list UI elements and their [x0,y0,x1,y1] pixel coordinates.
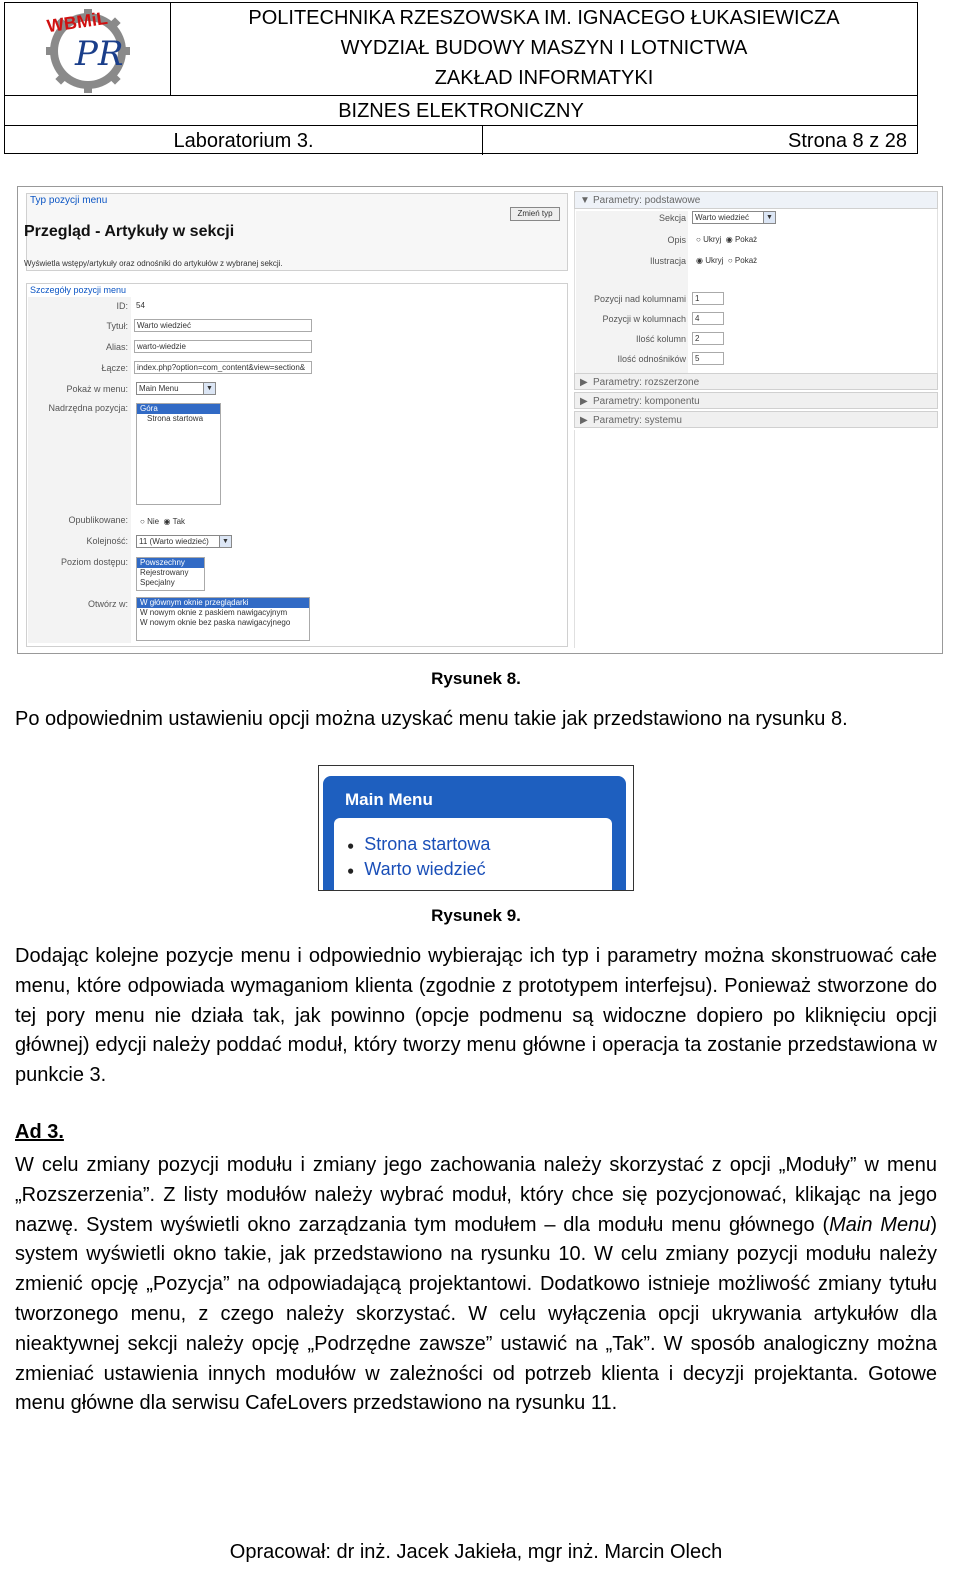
show-in-menu-label: Pokaż w menu: [66,384,128,394]
svg-text:WBMiL: WBMiL [45,7,109,37]
params-component-title: Parametry: komponentu [593,396,700,407]
published-radio-group[interactable]: ○ Nie ◉ Tak [140,517,186,526]
alias-input[interactable]: warto-wiedzie [134,340,312,353]
figure-8-screenshot [17,186,943,654]
header-row [5,125,917,155]
parent-option[interactable]: Strona startowa [147,414,204,423]
params-component-header[interactable] [574,392,938,409]
open-in-label: Otwórz w: [87,599,128,609]
section-heading-ad3: Ad 3. [15,1121,64,1143]
chevron-down-icon: ▼ [203,383,215,394]
illustration-hide[interactable]: Ukryj [705,256,724,265]
title-input[interactable]: Warto wiedzieć [134,319,312,332]
description-label: Opis [667,235,686,245]
alias-label: Alias: [105,342,128,352]
published-no[interactable]: Nie [147,517,160,526]
section-select[interactable] [692,211,776,224]
header-page-number: Strona 8 z 28 [788,130,907,152]
order-label: Kolejność: [86,536,128,546]
illustration-show[interactable]: Pokaż [734,256,758,265]
change-type-button[interactable]: Zmień typ [510,207,560,221]
triangle-right-icon: ▶ [580,377,588,388]
view-title: Przegląd - Artykuły w sekcji [24,223,235,240]
menu-item[interactable] [347,857,490,882]
columns-label: Ilość kolumn [635,334,686,344]
chevron-down-icon: ▼ [219,536,231,547]
paragraph-2: Dodając kolejne pozycje menu i odpowiednio wybierając ich typ i parametry można skonstruować całe menu, które odpowiada wymaganiom klienta (zgodnie z prototypem interfejsu). Ponieważ stworzone do tej pory menu nie działa tak, jak powinno (opcje podmenu są widoczne dopiero po kliknięciu opcji głównej) edycji należy poddać moduł, który tworzy menu główne i operacja ta zostanie przedstawiona w punkcie 3. [15,945,937,1087]
params-system-title: Parametry: systemu [593,415,682,426]
page-footer: Opracował: dr inż. Jacek Jakieła, mgr inż. Marcin Olech [229,1541,723,1563]
paragraph-3-emphasis: Main Menu [829,1213,931,1236]
bullet-icon: ● [347,863,355,878]
section-label: Sekcja [658,213,686,223]
triangle-right-icon: ▶ [580,415,588,426]
show-in-menu-select[interactable] [136,382,216,395]
wbmil-logo [5,3,170,95]
parent-listbox[interactable] [136,403,221,505]
header-faculty: WYDZIAŁ BUDOWY MASZYN I LOTNICTWA [340,37,748,59]
leading-label: Pozycji nad kolumnami [593,294,686,304]
menu-item-label[interactable]: Warto wiedzieć [364,859,486,880]
illustration-radio-group[interactable]: ◉ Ukryj ○ Pokaż [696,256,758,265]
access-option[interactable]: Specjalny [140,578,175,587]
params-advanced-header[interactable] [574,373,938,390]
paragraph-3-part-1: W celu zmiany pozycji modułu i zmiany jego zachowania należy skorzystać z opcji „Moduły” w menu „Rozszerzenia”. Z listy modułów należy wybrać moduł, który chce się pozycjonować, klikając na jego nazwę. System wyświetli okno zarządzania tym modułem – dla modułu menu głównego ( [15,1154,937,1236]
intro-label: Pozycji w kolumnach [602,314,686,324]
parent-label: Nadrzędna pozycja: [48,403,128,413]
view-description: Wyświetla wstępy/artykuły oraz odnośniki do artykułów z wybranej sekcji. [24,259,283,268]
header-institution [171,3,917,95]
description-hide[interactable]: Ukryj [703,235,722,244]
open-in-option[interactable]: W nowym oknie z paskiem nawigacyjnym [140,608,288,617]
link-input[interactable]: index.php?option=com_content&view=section& [134,361,312,374]
show-in-menu-value: Main Menu [139,384,179,393]
menu-type-title: Typ pozycji menu [30,195,108,206]
svg-text:PR: PR [75,34,124,74]
caption-figure-8: Rysunek 8. [431,669,521,688]
illustration-label: Ilustracja [649,256,686,266]
menu-module-title: Main Menu [345,790,433,809]
open-in-option[interactable]: W nowym oknie bez paska nawigacyjnego [140,618,291,627]
description-radio-group[interactable]: ○ Ukryj ◉ Pokaż [696,235,758,244]
order-select[interactable] [136,535,232,548]
open-in-listbox[interactable] [136,597,310,641]
id-label: ID: [116,301,128,311]
bullet-icon: ● [347,838,355,853]
menu-item[interactable] [347,832,490,857]
logo-cell [5,3,171,95]
right-panel-empty [574,430,939,648]
figure-9-screenshot [318,765,634,891]
paragraph-3-part-2: ) system wyświetli okno takie, jak przedstawiono na rysunku 10. W celu zmiany pozycji modułu należy zmienić opcję „Pozycja” na odpowiadającą projektantowi. Dodatkowo istnieje możliwość zmiany tytułu tworzonego menu, z czego należy skorzystać. W celu wyłączenia opcji ukrywania artykułów dla nieaktywnej sekcji należy opcję „Podrzędne zawsze” ustawić na „Tak”. W sposób analogiczny można zmieniać ustawienia innych modułów w zależności od potrzeb klienta i decyzji projektanta. Gotowe menu główne dla serwisu CafeLovers przedstawiono na rysunku 11. [15,1213,938,1415]
leading-input[interactable]: 1 [692,292,724,305]
id-value: 54 [136,301,145,310]
params-system-header[interactable] [574,411,938,428]
access-label: Poziom dostępu: [60,557,128,567]
header-lab: Laboratorium 3. [5,126,483,155]
parent-option[interactable]: Góra [137,404,220,414]
title-label: Tytuł: [106,321,128,331]
paragraph-1: Po odpowiednim ustawieniu opcji można uzyskać menu takie jak przedstawiono na rysunku 8. [15,708,848,730]
access-listbox[interactable] [136,557,205,591]
links-input[interactable]: 5 [692,352,724,365]
params-basic-header[interactable] [574,191,938,209]
open-in-option[interactable]: W głównym oknie przeglądarki [137,598,309,608]
links-label: Ilość odnośników [617,354,686,364]
description-show[interactable]: Pokaż [734,235,758,244]
header-university: POLITECHNIKA RZESZOWSKA IM. IGNACEGO ŁUKASIEWICZA [248,7,840,29]
header-department: ZAKŁAD INFORMATYKI [434,67,654,89]
menu-item-label[interactable]: Strona startowa [364,834,491,854]
access-option[interactable]: Powszechny [137,558,204,568]
chevron-down-icon: ▼ [763,212,775,223]
params-advanced-title: Parametry: rozszerzone [593,377,700,388]
intro-input[interactable]: 4 [692,312,724,325]
link-label: Łącze: [101,363,128,373]
menu-items [347,832,490,883]
access-option[interactable]: Rejestrowany [140,568,189,577]
order-value: 11 (Warto wiedzieć) [139,537,209,546]
columns-input[interactable]: 2 [692,332,724,345]
header-course: BIZNES ELEKTRONICZNY [5,95,917,126]
section-value: Warto wiedzieć [695,213,749,222]
triangle-down-icon: ▼ [580,195,590,206]
page-header [4,2,918,154]
params-basic-title: Parametry: podstawowe [593,195,701,206]
triangle-right-icon: ▶ [580,396,588,407]
details-title: Szczegóły pozycji menu [30,285,127,295]
published-label: Opublikowane: [68,515,128,525]
published-yes[interactable]: Tak [172,517,186,526]
caption-figure-9: Rysunek 9. [431,906,521,925]
paragraph-3 [15,1151,937,1419]
